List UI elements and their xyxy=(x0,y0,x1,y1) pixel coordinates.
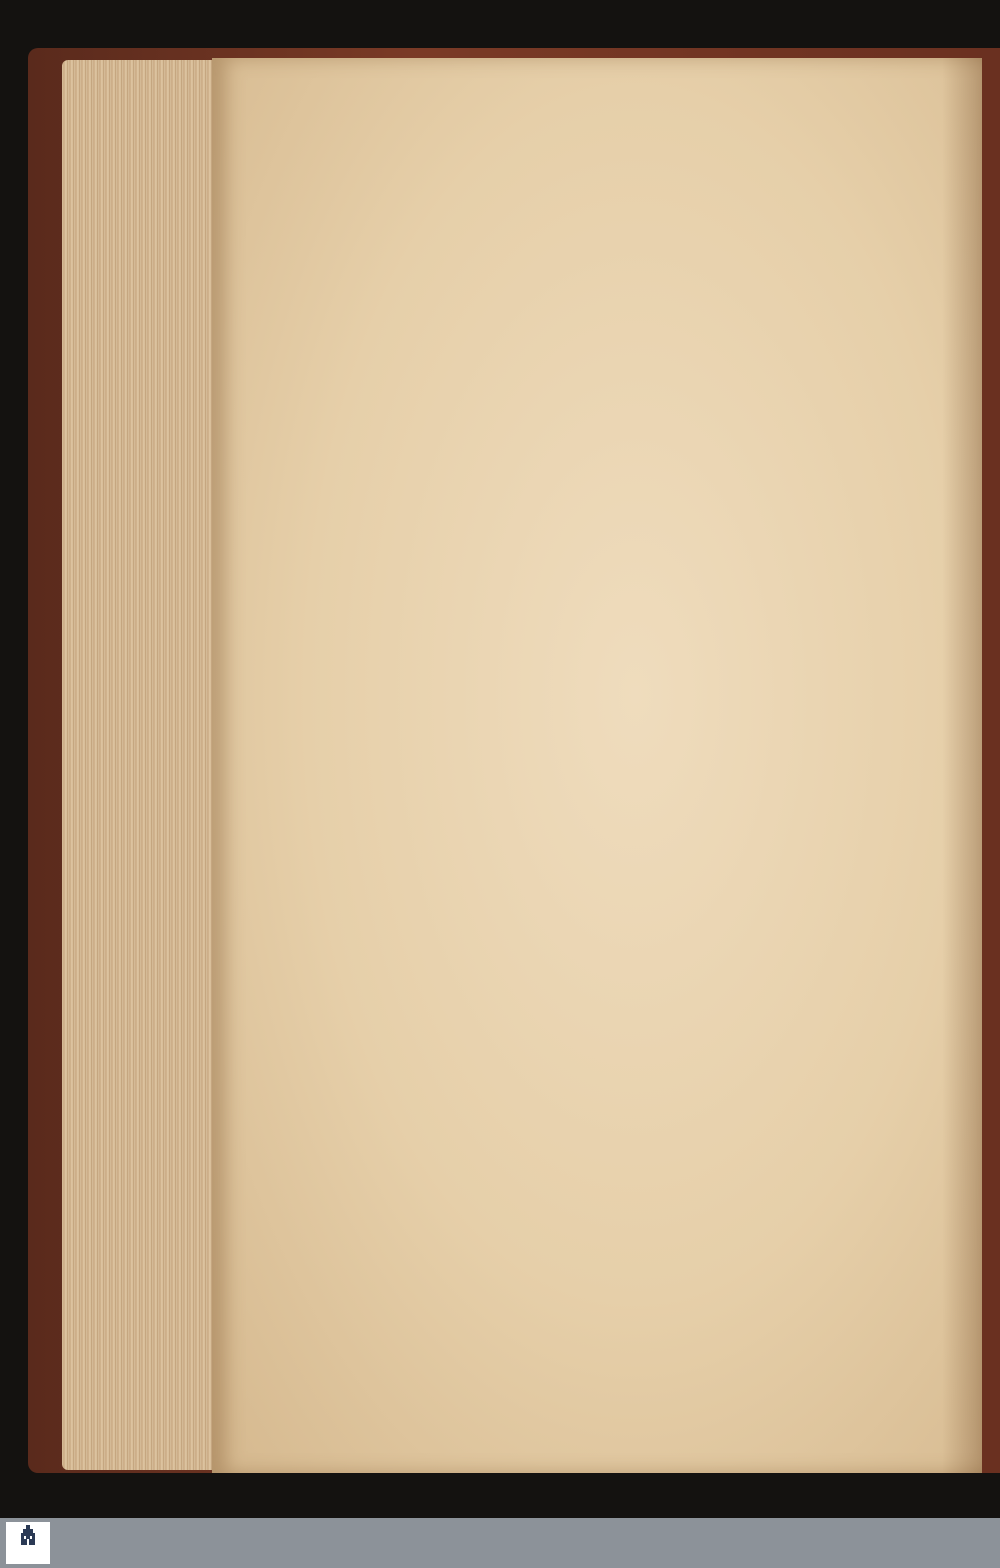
footer-bar xyxy=(0,1518,1000,1568)
text-block xyxy=(336,174,938,250)
page-edges xyxy=(62,60,222,1470)
building-icon xyxy=(21,1525,35,1545)
catchword xyxy=(336,212,938,250)
institution-logo[interactable] xyxy=(6,1522,50,1564)
book-page xyxy=(212,58,982,1473)
gutter-shadow xyxy=(942,58,982,1473)
section-heading xyxy=(336,174,938,212)
